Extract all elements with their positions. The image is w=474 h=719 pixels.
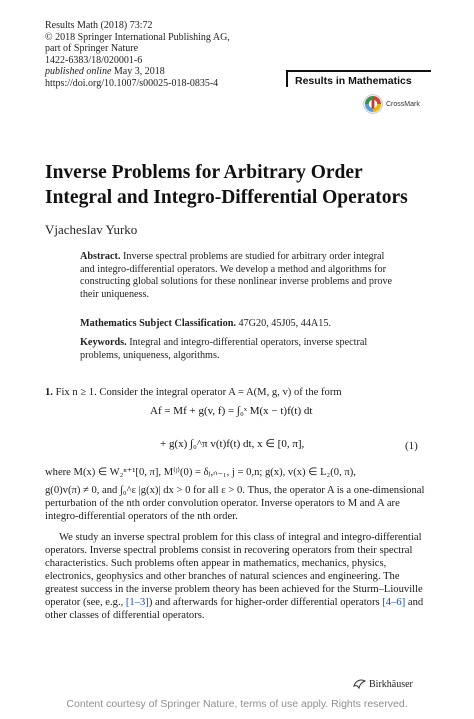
abstract-text: Inverse spectral problems are studied for arbitrary order integral and integro-differential operators. We develop a method and algorithms for constructing global solutions for these nonlinear inverse problems and prove their uniqueness. bbox=[80, 251, 393, 301]
issn: 1422-6383/18/020001-6 bbox=[45, 54, 143, 66]
section-number: 1. bbox=[45, 387, 53, 398]
birkhauser-logo bbox=[353, 678, 413, 690]
section-intro-text: Fix n ≥ 1. Consider the integral operator A = A(M, g, v) of the form bbox=[52, 387, 342, 398]
courtesy-footer: Content courtesy of Springer Nature, terms of use apply. Rights reserved. bbox=[66, 698, 408, 710]
keywords-text: Integral and integro-differential operators, inverse spectral problems, uniqueness, algorithms. bbox=[80, 337, 368, 361]
msc-text: 47G20, 45J05, 44A15. bbox=[235, 318, 332, 329]
abstract bbox=[80, 251, 398, 302]
abstract-label: Abstract. bbox=[80, 251, 121, 262]
publisher-part: part of Springer Nature bbox=[45, 43, 139, 55]
paragraph-2-text-c: and other classes of differential operators. bbox=[45, 597, 424, 622]
published-date: May 3, 2018 bbox=[111, 66, 165, 78]
reference-link-1-3[interactable]: [1–3] bbox=[125, 597, 149, 609]
operator-description: g(0)v(π) ≠ 0, and ∫₀^ε |g(x)| dx > 0 for all ε > 0. Thus, the operator A is a one-dimensional perturbation of the nth order convolution operator. Inverse operators to M and A are integro-differential operators of the nth order. bbox=[45, 485, 425, 523]
paragraph-2-text-b: ) and afterwards for higher-order differential operators bbox=[148, 597, 383, 609]
author-name: Vjacheslav Yurko bbox=[45, 222, 138, 237]
published-label: published online bbox=[45, 66, 112, 78]
paper-title bbox=[45, 160, 445, 210]
equation-line-1: Af = Mf + g(v, f) = ∫₀ˣ M(x − t)f(t) dt bbox=[150, 405, 313, 417]
crossmark-badge[interactable] bbox=[363, 94, 420, 114]
title-line-2: Integral and Integro-Differential Operators bbox=[45, 187, 408, 208]
section-1-intro bbox=[45, 386, 427, 399]
paragraph-2-text-a: We study an inverse spectral problem for this class of integral and integro-differential operators. Inverse spectral problems consist in recovering operators from their spectral characteristics. Such problems often appear in mathematics, mechanics, physics, electronics, geophysics and other branches of natural sciences and engineering. The greatest success in the inverse problem theory has been achieved for the Sturm–Liouville operator (see, e.g., bbox=[45, 532, 423, 609]
birkhauser-bird-icon bbox=[353, 678, 366, 690]
equation-line-2: + g(x) ∫₀^π v(t)f(t) dt, x ∈ [0, π], bbox=[160, 438, 305, 450]
reference-link-4-6[interactable]: [4–6] bbox=[382, 597, 406, 609]
citation: Results Math (2018) 73:72 bbox=[45, 20, 153, 31]
equation-number: (1) bbox=[405, 440, 418, 452]
crossmark-icon bbox=[363, 94, 383, 114]
birkhauser-label: Birkhäuser bbox=[369, 678, 413, 690]
keywords-label: Keywords. bbox=[80, 337, 127, 348]
paragraph-2 bbox=[45, 531, 427, 622]
equation-conditions-line: where M(x) ∈ W₂ⁿ⁺¹[0, π], M⁽ʲ⁾(0) = δⱼ,ₙ₋₁, j = 0,n; g(x), v(x) ∈ L₂(0, π), bbox=[45, 467, 356, 478]
article-metadata bbox=[45, 20, 230, 90]
journal-name: Results in Mathematics bbox=[286, 70, 431, 87]
crossmark-label: CrossMark bbox=[386, 100, 420, 108]
msc-classification bbox=[80, 318, 398, 331]
copyright: © 2018 Springer International Publishing AG, bbox=[45, 31, 230, 43]
keywords bbox=[80, 337, 398, 362]
msc-label: Mathematics Subject Classification. bbox=[80, 318, 236, 329]
title-line-1: Inverse Problems for Arbitrary Order bbox=[45, 162, 363, 183]
doi-link[interactable]: https://doi.org/10.1007/s00025-018-0835-4 bbox=[45, 77, 219, 89]
published-online bbox=[45, 66, 230, 78]
